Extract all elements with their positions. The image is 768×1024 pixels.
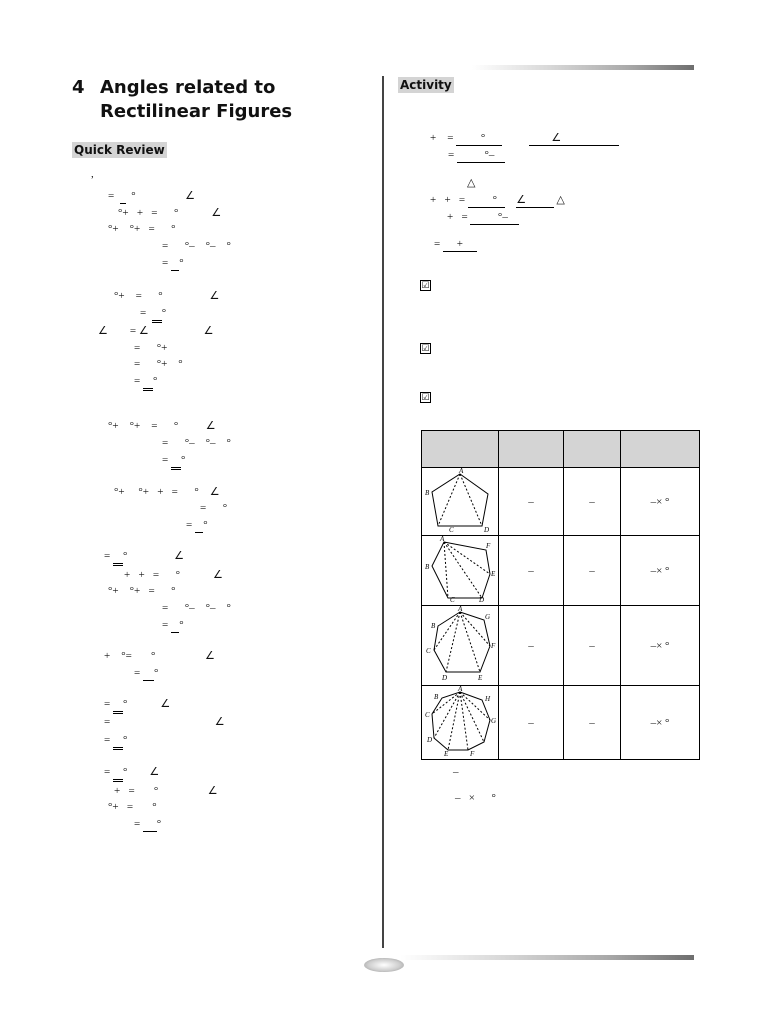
vertex-label: F	[491, 642, 496, 650]
eq-20: °+ °+ = °	[108, 585, 176, 597]
heptagon-figure	[424, 606, 496, 682]
checkbox-icon-1[interactable]: ☑	[421, 280, 430, 290]
vertex-label: E	[478, 674, 483, 682]
vertex-label: G	[491, 717, 496, 725]
activity-label: Activity	[400, 78, 452, 92]
eq-23: + °= ° ∠	[104, 650, 215, 662]
checkbox-icon-3[interactable]: ☑	[421, 392, 430, 402]
vertex-label: C	[450, 596, 455, 602]
eq-10: = °+ °	[134, 358, 183, 370]
octagon-figure	[424, 686, 496, 756]
vertex-label: G	[485, 613, 491, 621]
eq-14: = °	[162, 454, 185, 470]
eq-2: °+ + = ° ∠	[118, 207, 222, 219]
cell-c: –	[564, 468, 621, 536]
eq-7: = °	[140, 307, 166, 323]
figure-cell	[422, 468, 499, 536]
eq-9: = °+	[134, 342, 168, 354]
cell-b: –	[499, 686, 564, 760]
column-divider	[382, 76, 384, 948]
cell-d: –× °	[621, 606, 700, 686]
comma-mark: ,	[91, 168, 94, 180]
eq-13: = °– °– °	[162, 437, 231, 449]
chapter-title-line2: Rectilinear Figures	[100, 101, 293, 122]
vertex-label: D	[484, 526, 490, 532]
vertex-label: B	[425, 489, 430, 497]
vertex-label: E	[444, 750, 449, 756]
figure-cell	[422, 686, 499, 760]
figure-cell	[422, 536, 499, 606]
eq-15: °+ °+ + = ° ∠	[114, 486, 220, 498]
note-eq-2: – × °	[455, 792, 496, 804]
eq-26: = ∠	[104, 716, 225, 728]
vertex-label: B	[431, 622, 436, 630]
cell-c: –	[564, 606, 621, 686]
eq-8: ∠ = ∠ ∠	[98, 325, 214, 337]
act-eq-3: + + = ° ∠ △	[430, 194, 565, 206]
act-eq-4: + = °–	[447, 211, 519, 223]
eq-17: = °	[186, 519, 208, 531]
eq-29: + = ° ∠	[114, 785, 218, 797]
eq-11: = °	[134, 375, 157, 391]
vertex-label: A	[459, 468, 464, 475]
eq-24: = °	[134, 667, 159, 679]
cell-b: –	[499, 468, 564, 536]
vertex-label: F	[470, 750, 475, 756]
eq-28: = ° ∠	[104, 766, 159, 782]
cell-d: –× °	[621, 686, 700, 760]
eq-3: °+ °+ = °	[108, 223, 176, 235]
eq-16: = °	[200, 502, 228, 514]
eq-19: + + = ° ∠	[124, 569, 223, 581]
vertex-label: C	[426, 647, 431, 655]
chapter-number: 4	[72, 77, 85, 98]
eq-12: °+ °+ = ° ∠	[108, 420, 216, 432]
vertex-label: C	[449, 526, 454, 532]
vertex-label: A	[458, 606, 463, 613]
header-cell-b	[499, 431, 564, 468]
header-gradient-bar	[472, 65, 694, 70]
page-number-oval	[364, 958, 404, 972]
eq-6: °+ = ° ∠	[114, 290, 220, 302]
cell-d: –× °	[621, 536, 700, 606]
figure-cell	[422, 606, 499, 686]
header-cell-d	[621, 431, 700, 468]
chapter-title-line1: Angles related to	[100, 77, 276, 98]
vertex-label: D	[479, 596, 485, 602]
eq-27: = °	[104, 734, 127, 750]
pentagon-figure	[424, 468, 496, 532]
triangle-icon-2: △	[556, 194, 565, 206]
vertex-label: B	[425, 563, 430, 571]
eq-25: = ° ∠	[104, 698, 170, 714]
eq-31: = °	[134, 818, 162, 830]
table-row	[422, 606, 700, 686]
cell-b: –	[499, 606, 564, 686]
header-cell-figure	[422, 431, 499, 468]
footer-gradient-bar	[400, 955, 694, 960]
vertex-label: D	[442, 674, 448, 682]
eq-21: = °– °– °	[162, 602, 231, 614]
note-eq-1: –	[453, 766, 459, 778]
cell-d: –× °	[621, 468, 700, 536]
triangle-icon: △	[467, 177, 476, 189]
cell-c: –	[564, 686, 621, 760]
hexagon-figure	[424, 536, 496, 602]
eq-22: = °	[162, 619, 184, 631]
table-row	[422, 536, 700, 606]
eq-5: = °	[162, 257, 184, 269]
vertex-label: F	[486, 542, 491, 550]
eq-18: = ° ∠	[104, 550, 184, 566]
cell-b: –	[499, 536, 564, 606]
vertex-label: H	[485, 695, 491, 703]
header-cell-c	[564, 431, 621, 468]
vertex-label: A	[458, 686, 463, 693]
vertex-label: A	[440, 536, 445, 543]
vertex-label: E	[491, 570, 496, 578]
eq-4: = °– °– °	[162, 240, 231, 252]
quick-review-label: Quick Review	[74, 143, 165, 157]
table-row	[422, 468, 700, 536]
act-eq-2: = °–	[448, 149, 506, 161]
eq-1: = ° ∠	[108, 190, 195, 202]
vertex-label: B	[434, 693, 439, 701]
act-eq-5: = +	[434, 238, 477, 250]
vertex-label: D	[427, 736, 433, 744]
table-row	[422, 686, 700, 760]
polygon-table	[421, 430, 700, 760]
table-header-row	[422, 431, 700, 468]
vertex-label: C	[425, 711, 430, 719]
checkbox-icon-2[interactable]: ☑	[421, 343, 430, 353]
act-eq-1: + = ° ∠	[430, 132, 619, 144]
cell-c: –	[564, 536, 621, 606]
eq-30: °+ = °	[108, 801, 157, 813]
